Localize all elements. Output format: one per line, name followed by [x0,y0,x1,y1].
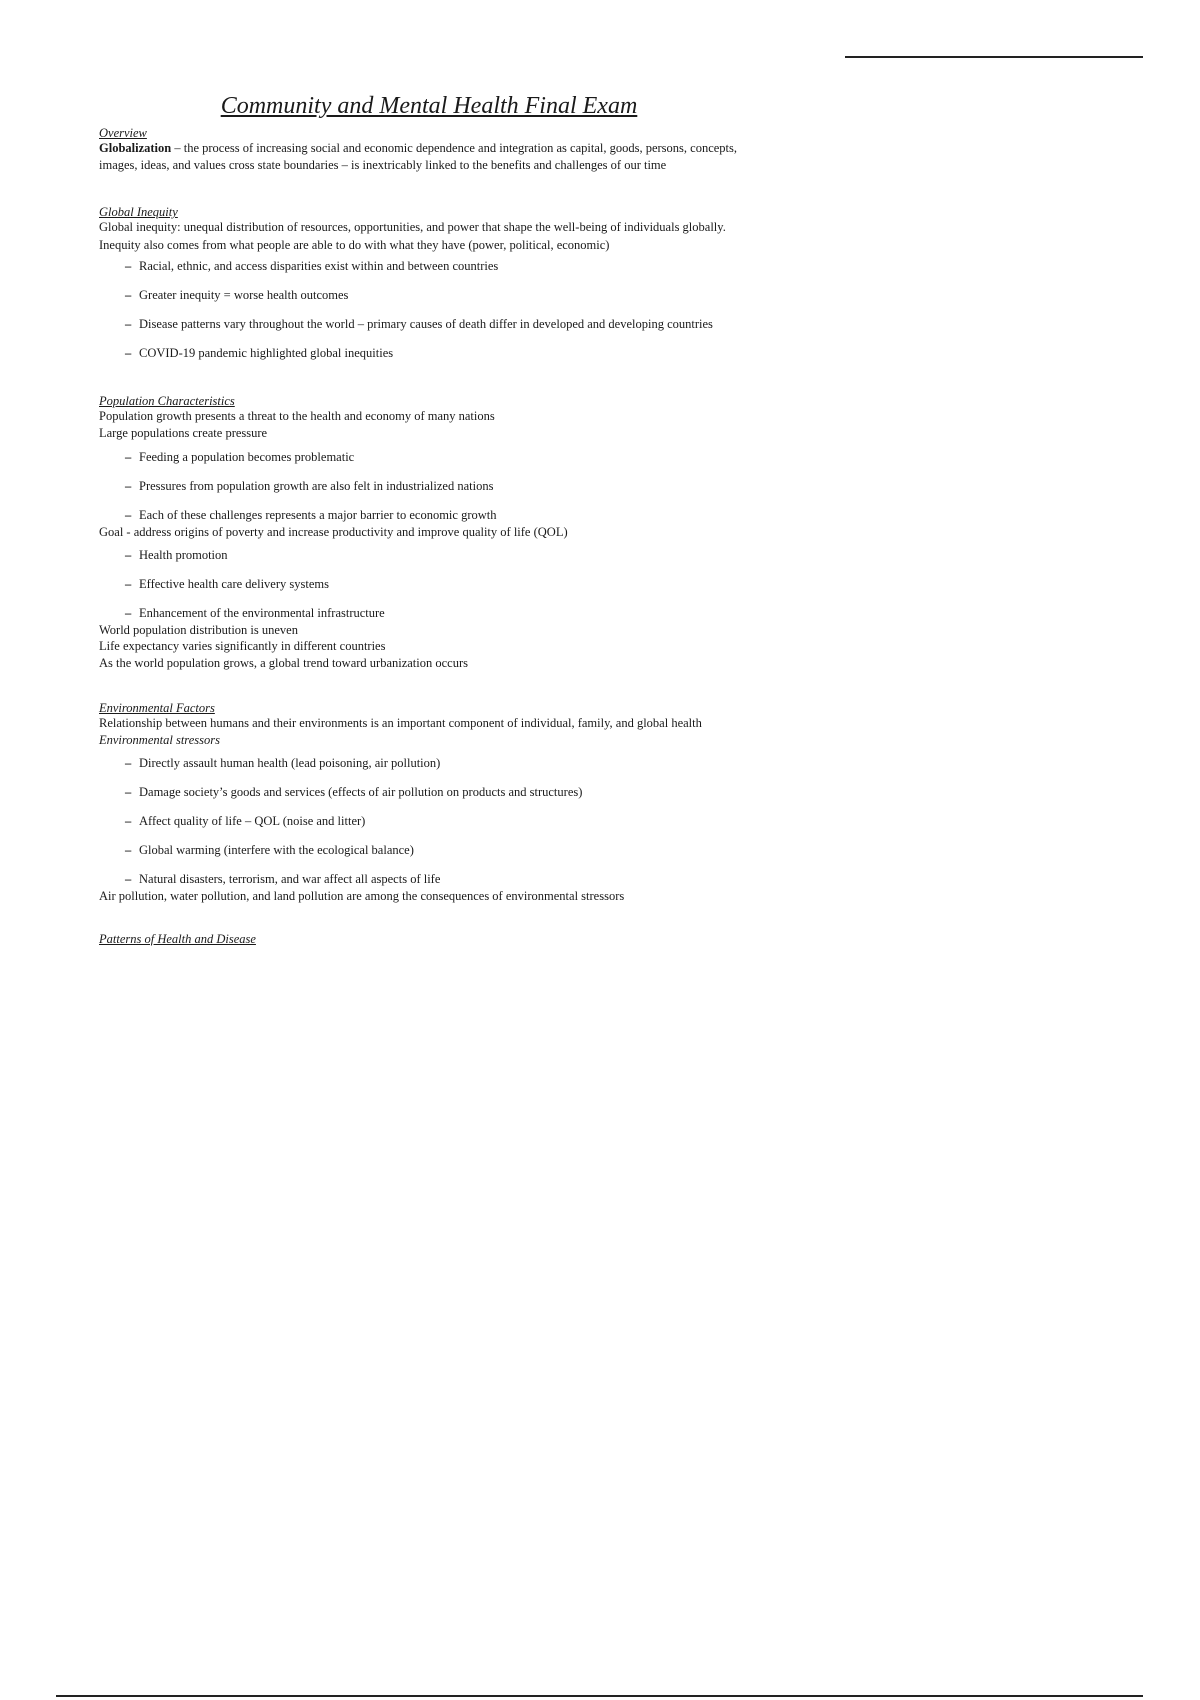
global-inequity-intro: Global inequity: unequal distribution of resources, opportunities, and power that shape the well-being of individuals globally. Inequity also comes from what people are able to do with what they have (power, political, economic) [99,220,726,252]
section-environment [99,701,759,904]
section-overview [99,126,759,173]
population-goal-list [99,547,759,622]
population-line: As the world population grows, a global trend toward urbanization occurs [99,655,469,670]
document-title: Community and Mental Health Final Exam [220,93,638,119]
overview-heading: Overview [99,126,147,140]
population-heading: Population Characteristics [99,394,235,408]
list-item: – Pressures from population growth are also felt in industrialized nations [99,478,759,495]
global-inequity-list [99,258,759,362]
globalization-definition: – the process of increasing social and economic dependence and integration as capital, goods, persons, concepts, images, ideas, and values cross state boundaries – is inextricably linked to the benefits and challenges of our time [99,141,738,172]
section-global-inequity [99,205,759,362]
population-goal: Goal - address origins of poverty and increase productivity and improve quality of life (QOL) [99,525,568,539]
patterns-heading: Patterns of Health and Disease [99,932,256,946]
document-page [99,86,759,946]
globalization-term: Globalization [99,141,172,155]
environment-intro: Relationship between humans and their environments is an important component of individual, family, and global health [99,716,702,730]
population-line: Life expectancy varies significantly in different countries [99,639,386,653]
population-line: Large populations create pressure [99,425,268,440]
list-item: – Feeding a population becomes problematic [99,449,759,466]
list-item: – Affect quality of life – QOL (noise and litter) [99,813,759,830]
list-item: – Damage society’s goods and services (effects of air pollution on products and structures) [99,784,609,801]
list-item: – Racial, ethnic, and access disparities exist within and between countries [99,258,759,275]
section-population [99,394,759,671]
list-item: – Natural disasters, terrorism, and war affect all aspects of life [99,871,759,888]
environment-heading: Environmental Factors [99,701,215,715]
list-item: – Each of these challenges represents a major barrier to economic growth [99,507,759,524]
list-item: – COVID-19 pandemic highlighted global inequities [99,345,759,362]
list-item: – Greater inequity = worse health outcomes [99,287,759,304]
overview-paragraph [99,140,759,173]
header-rule [845,56,1143,58]
section-patterns [99,932,759,946]
list-item: – Health promotion [99,547,759,564]
population-pressure-list [99,449,759,524]
population-line: World population distribution is uneven [99,622,298,637]
list-item: – Directly assault human health (lead poisoning, air pollution) [99,755,759,772]
environment-closing: Air pollution, water pollution, and land pollution are among the consequences of environmental stressors [99,888,625,903]
list-item: – Enhancement of the environmental infrastructure [99,605,759,622]
population-line: Population growth presents a threat to the health and economy of many nations [99,409,495,423]
footer-rule [56,1695,1143,1697]
list-item: – Disease patterns vary throughout the world – primary causes of death differ in developed and developing countries [99,316,759,333]
environment-subheading: Environmental stressors [99,732,220,747]
list-item: – Effective health care delivery systems [99,576,759,593]
global-inequity-heading: Global Inequity [99,205,178,219]
list-item: – Global warming (interfere with the ecological balance) [99,842,759,859]
environment-stressor-list [99,755,759,888]
